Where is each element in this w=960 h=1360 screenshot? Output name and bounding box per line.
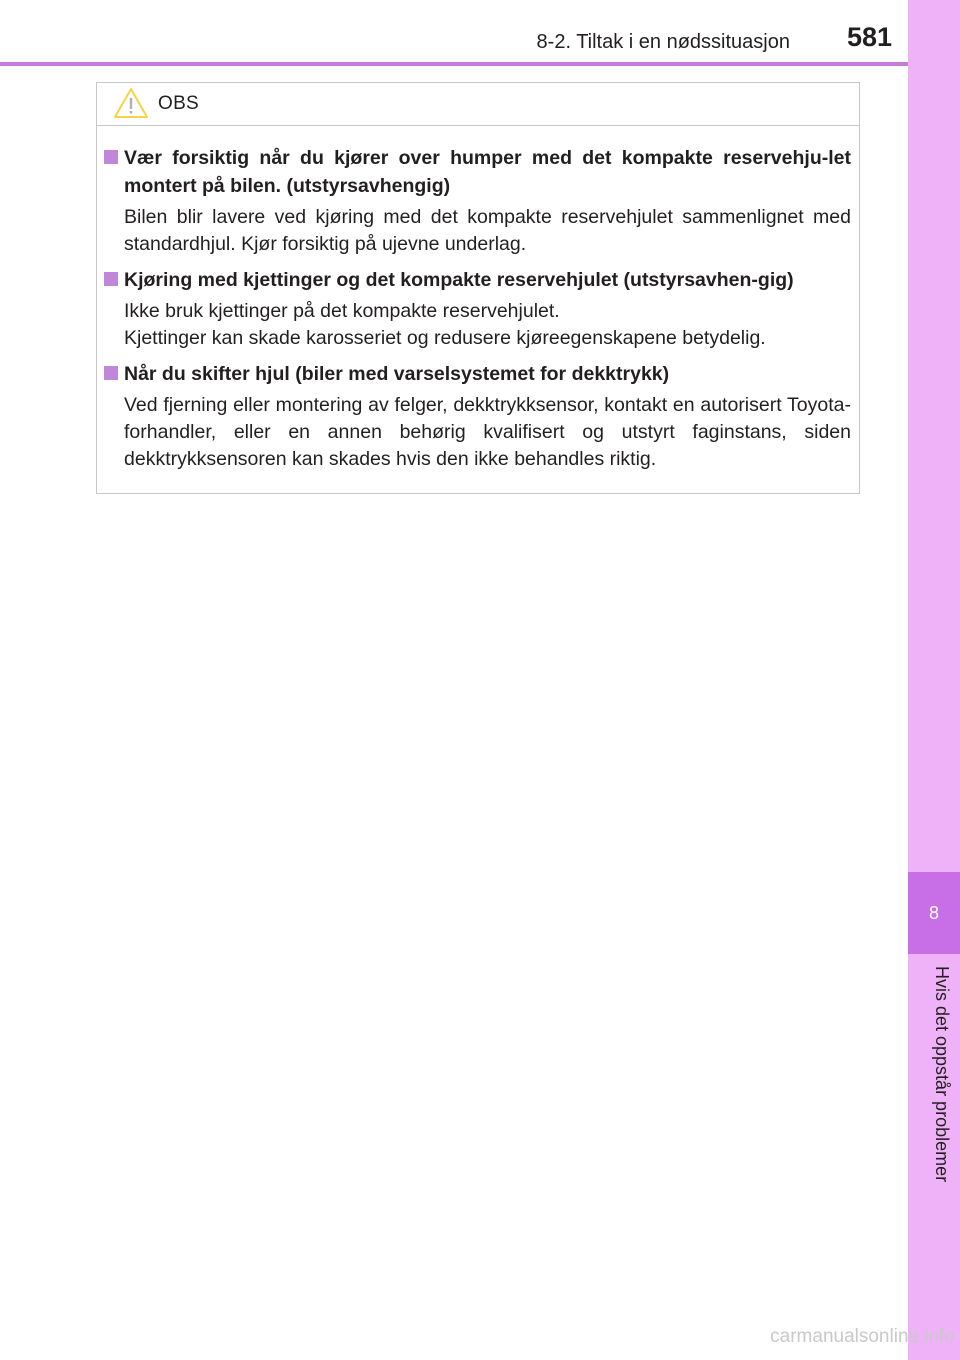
header-rule (0, 62, 908, 66)
chapter-title: Hvis det oppstår problemer (932, 966, 952, 1183)
obs-item (104, 266, 851, 352)
obs-body (97, 126, 859, 473)
obs-item (104, 144, 851, 258)
item-body (104, 204, 851, 258)
item-heading (104, 144, 851, 200)
square-bullet-icon (104, 272, 118, 286)
chapter-number-tab[interactable]: 8 (908, 872, 960, 954)
warning-triangle-icon (113, 87, 149, 119)
obs-item (104, 360, 851, 473)
item-paragraph: Ikke bruk kjettinger på det kompakte reservehjulet. (124, 300, 560, 322)
obs-caution-box (96, 82, 860, 494)
item-heading-text: Når du skifter hjul (biler med varselsystemet for dekktrykk) (124, 363, 670, 385)
item-body (104, 392, 851, 473)
item-heading (104, 360, 851, 388)
item-paragraph: Bilen blir lavere ved kjøring med det kompakte reservehjulet sammenlignet med standardhjul. Kjør forsiktig på ujevne underlag. (124, 206, 851, 255)
item-body (104, 298, 851, 352)
page-number: 581 (846, 22, 892, 52)
item-heading-text: Vær forsiktig når du kjører over humper med det kompakte reservehju-let montert på bilen. (utstyrsavhengig) (124, 147, 851, 197)
obs-title: OBS (158, 93, 200, 114)
item-heading-text: Kjøring med kjettinger og det kompakte reservehjulet (utstyrsavhen-gig) (124, 269, 794, 291)
section-title: 8-2. Tiltak i en nødssituasjon (536, 31, 790, 53)
square-bullet-icon (104, 150, 118, 164)
obs-header (97, 83, 859, 126)
item-paragraph: Kjettinger kan skade karosseriet og redusere kjøreegenskapene betydelig. (124, 327, 766, 349)
watermark: carmanualsonline.info (770, 1326, 955, 1347)
square-bullet-icon (104, 366, 118, 380)
item-paragraph: Ved fjerning eller montering av felger, dekktrykksensor, kontakt en autorisert Toyota-forhandler, eller en annen behørig kvalifisert og utstyrt faginstans, siden dekktrykksensoren kan skades hvis den ikke behandles riktig. (124, 394, 851, 470)
item-heading (104, 266, 851, 294)
